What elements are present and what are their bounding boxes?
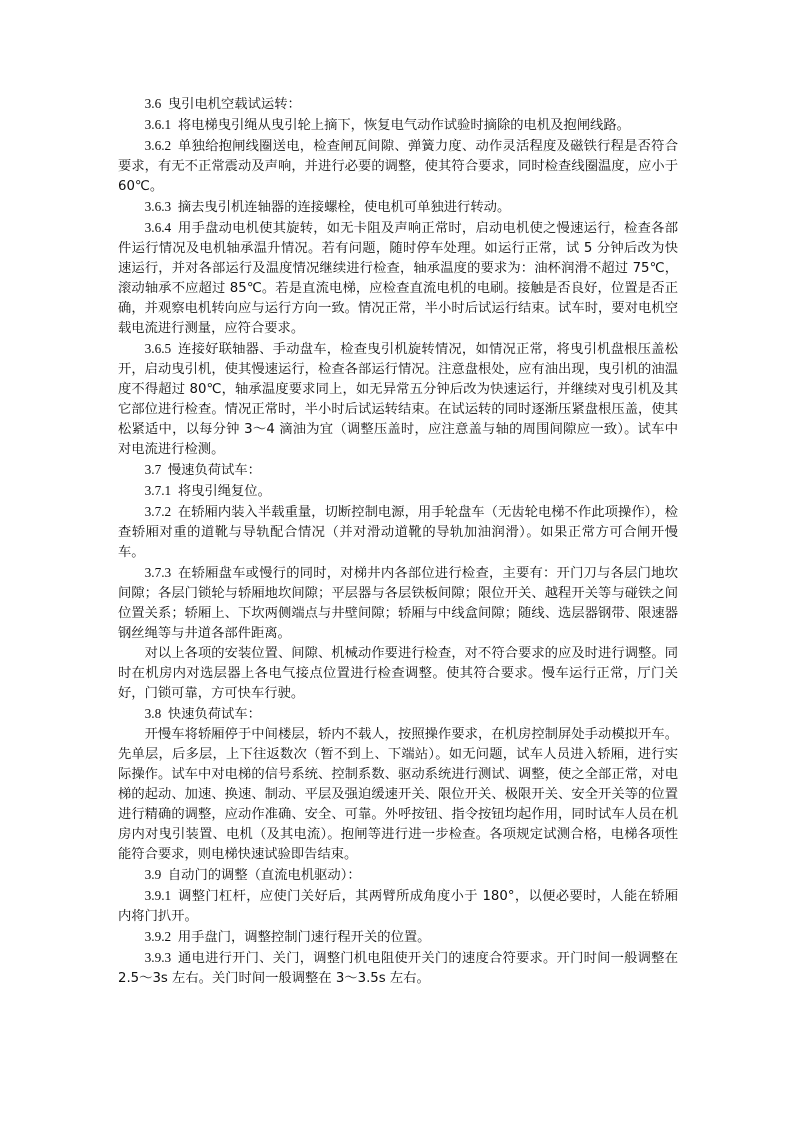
section-number: 3.7 [144,462,162,477]
paragraph-text: 开慢车将轿厢停于中间楼层，轿内不载人，按照操作要求，在机房控制屏处手动模拟开车。先单层，后多层，上下往返数次（暂不到上、下端站）。如无问题，试车人员进入轿厢，进行实际操作。试车中对电梯的信号系统、控制系数、驱动系统进行测试、调整，使之全部正常，对电梯的起动、加速、换速、制动、平层及强迫缓速开关、限位开关、极限开关、安全开关等的位置进行精确的调整，应动作准确、安全、可靠。外呼按钮、指令按钮均起作用，同时试车人员在机房内对曳引装置、电机（及其电流）。抱闸等进行进一步检查。各项规定试测合格，电梯各项性能符合要求，则电梯快速试验即告结束。 [118,727,678,862]
clause-text: 在轿厢内装入半载重量，切断控制电源，用手轮盘车（无齿轮电梯不作此项操作），检查轿厢对重的道靴与导轨配合情况（并对滑动道靴的导轨加油润滑）。如果正常方可合闸开慢车。 [118,505,678,560]
clause-number: 3.7.2 [144,504,172,519]
clause-text: 调整门杠杆，应使门关好后，其两臂所成角度小于 180°，以便必要时，人能在轿厢内将门扒开。 [118,889,678,924]
section-heading [118,704,678,725]
section-text: 慢速负荷试车： [167,463,261,478]
paragraph-text: 对以上各项的安装位置、间隙、机械动作要进行检查，对不符合要求的应及时进行调整。同时在机房内对选层器上各电气接点位置进行检查调整。使其符合要求。慢车运行正常，厅门关好，门锁可靠，方可快车行驶。 [118,646,678,701]
clause [118,339,678,460]
clause-number: 3.6.2 [144,138,172,153]
clause-number: 3.7.1 [144,483,172,498]
clause-number: 3.7.3 [144,565,172,580]
clause [118,927,678,948]
clause-text: 用手盘动电机使其旋转，如无卡阻及声响正常时，启动电机使之慢速运行，检查各部件运行情况及电机轴承温升情况。若有问题，随时停车处理。如运行正常，试 5 分钟后改为快速运行，并对各部运行及温度情况继续进行检查，轴承温度的要求为：油杯润滑不超过 75℃，滚动轴承不应超过 85℃。若是直流电梯，应检查直流电机的电刷。接触是否良好，位置是否正确，并观察电机转向应与运行方向一致。情况正常，半小时后试运行结束。试车时，要对电机空载电流进行测量，应符合要求。 [118,221,678,336]
clause [118,948,678,989]
section-number: 3.8 [144,706,162,721]
section-heading [118,94,678,115]
clause-number: 3.6.1 [144,117,172,132]
section-number: 3.6 [144,96,162,111]
section-text: 自动门的调整（直流电机驱动）： [167,868,361,883]
clause [118,502,678,563]
clause [118,197,678,218]
clause [118,136,678,197]
clause [118,115,678,136]
clause-number: 3.9.2 [144,929,172,944]
section-heading [118,460,678,481]
clause-text: 连接好联轴器、手动盘车，检查曳引机旋转情况，如情况正常，将曳引机盘根压盖松开，启动曳引机，使其慢速运行，检查各部运行情况。注意盘根处，应有油出现，曳引机的油温度不得超过 80℃，轴承温度要求同上，如无异常五分钟后改为快速运行，并继续对曳引机及其它部位进行检查。情况正常时，半小时后试运转结束。在试运转的同时逐渐压紧盘根压盖，使其松紧适中，以每分钟 3～4 滴油为宜（调整压盖时，应注意盖与轴的周围间隙应一致）。试车中对电流进行检测。 [118,342,678,457]
clause-text: 用手盘门，调整控制门速行程开关的位置。 [177,930,431,945]
clause-number: 3.6.3 [144,199,172,214]
clause-number: 3.9.3 [144,950,172,965]
section-text: 快速负荷试车： [167,707,261,722]
section-heading [118,865,678,886]
clause-number: 3.6.5 [144,341,172,356]
clause-text: 将曳引绳复位。 [177,484,271,499]
clause [118,886,678,927]
document-body [118,94,678,989]
body-paragraph [118,725,678,865]
clause-text: 将电梯曳引绳从曳引轮上摘下，恢复电气动作试验时摘除的电机及抱闸线路。 [177,118,630,133]
clause-number: 3.9.1 [144,888,172,903]
clause-text: 在轿厢盘车或慢行的同时，对梯井内各部位进行检查，主要有：开门刀与各层门地坎间隙；各层门锁轮与轿厢地坎间隙；平层器与各层铁板间隙；限位开关、越程开关等与碰铁之间位置关系；轿厢上、下坎两侧端点与井壁间隙；轿厢与中线盒间隙；随线、选层器钢带、限速器钢丝绳等与井道各部件距离。 [118,566,678,641]
clause-text: 通电进行开门、关门，调整门机电阻使开关门的速度合符要求。开门时间一般调整在 2.5～3s 左右。关门时间一般调整在 3～3.5s 左右。 [118,951,678,986]
clause [118,218,678,339]
clause-number: 3.6.4 [144,220,172,235]
body-paragraph [118,644,678,704]
clause [118,481,678,502]
section-text: 曳引电机空载试运转： [167,97,301,112]
clause [118,563,678,644]
section-number: 3.9 [144,867,162,882]
clause-text: 单独给抱闸线圈送电，检查闸瓦间隙、弹簧力度、动作灵活程度及磁铁行程是否符合要求，有无不正常震动及声响，并进行必要的调整，使其符合要求，同时检查线圈温度，应小于 60℃。 [118,139,678,194]
clause-text: 摘去曳引机连轴器的连接螺栓，使电机可单独进行转动。 [177,200,511,215]
